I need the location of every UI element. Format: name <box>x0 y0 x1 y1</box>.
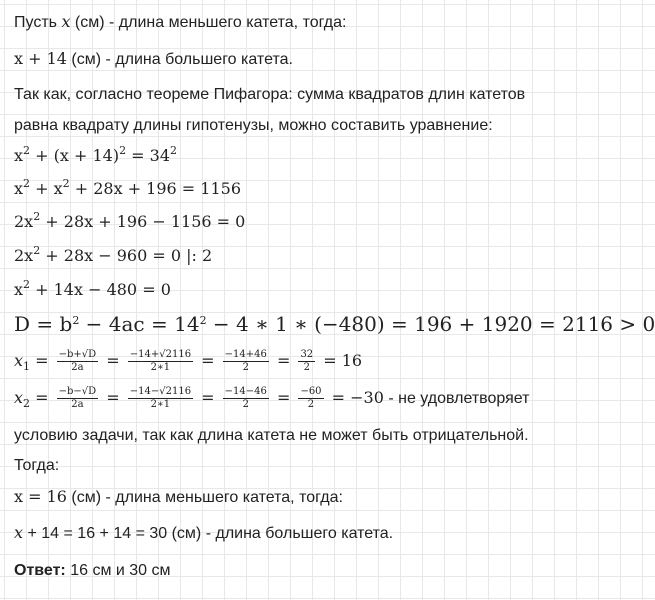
exponent: 2 <box>33 210 41 223</box>
result: = 16 <box>318 351 363 370</box>
exponent: 2 <box>119 144 127 157</box>
text: + 14 = 16 + 14 = 30 (см) - длина большего катета. <box>23 525 394 542</box>
answer-label: Ответ: <box>14 562 66 579</box>
exponent: 2 <box>23 177 31 190</box>
answer-text: 16 см и 30 см <box>65 562 171 579</box>
text: (см) - длина большего катета. <box>66 51 293 68</box>
math-expr: x = 16 <box>14 487 67 506</box>
numerator: −14−46 <box>224 386 267 397</box>
subscript: 1 <box>23 360 31 373</box>
subscript: 2 <box>23 397 31 410</box>
larger-leg-line <box>14 49 599 70</box>
fraction <box>128 349 193 374</box>
numerator: 32 <box>300 349 314 360</box>
term: D = b <box>14 312 73 336</box>
term: + 28x − 960 = 0 |: 2 <box>40 246 213 265</box>
var-x: x <box>14 351 24 370</box>
equation-5 <box>14 280 599 300</box>
text: (см) - длина меньшего катета, тогда: <box>66 489 343 506</box>
numerator: −14+√2116 <box>129 349 192 360</box>
term: 2x <box>14 212 34 231</box>
denominator: 2 <box>303 362 310 373</box>
numerator: −b−√D <box>58 386 97 397</box>
numerator: −14+46 <box>224 349 267 360</box>
equation-1 <box>14 146 599 166</box>
fraction <box>57 386 99 411</box>
term: + 28x + 196 − 1156 = 0 <box>40 212 246 231</box>
term: = 34 <box>126 146 170 165</box>
then-line: Тогда: <box>14 457 60 474</box>
var-x: x <box>61 12 71 31</box>
smaller-leg-result-line <box>14 487 599 508</box>
fraction <box>298 386 323 411</box>
equation-4 <box>14 246 599 266</box>
exponent: 2 <box>199 314 207 327</box>
intro-line <box>14 12 599 33</box>
term: + x <box>30 179 63 198</box>
denominator: 2 <box>242 362 249 373</box>
result: = −30 <box>326 388 384 407</box>
exponent: 2 <box>170 144 177 157</box>
exponent: 2 <box>62 177 70 190</box>
larger-leg-result-line <box>14 523 599 544</box>
term: − 4ac = 14 <box>79 312 200 336</box>
pythagoras-line-2: равна квадрату длины гипотенузы, можно составить уравнение: <box>14 117 493 134</box>
exponent: 2 <box>23 144 31 157</box>
denominator: 2 <box>307 399 315 410</box>
var-x: x <box>14 523 24 542</box>
fraction <box>57 349 99 374</box>
root-x2-line: $x_2$ = $\frac{-b-√D}{2a}$ = $\frac{-14-√2116}{2∗1}$ = $\frac{-14-46}{2}$ = $\frac{-60}{2}$ = −30 - не удовлетворяет <box>14 386 530 410</box>
denominator: 2∗1 <box>150 362 171 373</box>
denominator: 2a <box>71 362 84 373</box>
numerator: −60 <box>300 386 322 397</box>
exponent: 2 <box>72 314 80 327</box>
denominator: 2a <box>71 399 84 410</box>
denominator: 2 <box>242 399 249 410</box>
text: Пусть <box>14 14 62 31</box>
term: x <box>14 280 24 299</box>
numerator: −14−√2116 <box>129 386 192 397</box>
term: x <box>14 146 24 165</box>
math-expr: x + 14 <box>14 49 67 68</box>
fraction <box>223 349 269 374</box>
term: + 14x − 480 = 0 <box>30 280 171 299</box>
numerator: −b+√D <box>58 349 97 360</box>
fraction <box>298 349 315 374</box>
term: + 28x + 196 = 1156 <box>69 179 242 198</box>
var-x: x <box>14 388 24 407</box>
term: + (x + 14) <box>30 146 120 165</box>
text: (см) - длина меньшего катета, тогда: <box>70 14 347 31</box>
text: - не удовлетворяет <box>383 390 530 407</box>
discriminant-line <box>14 312 655 336</box>
fraction <box>223 386 269 411</box>
condition-line: условию задачи, так как длина катета не может быть отрицательной. <box>14 427 529 444</box>
root-x1-line: $x_1$ = $\frac{-b+√D}{2a}$ = $\frac{-14+√2116}{2∗1}$ = $\frac{-14+46}{2}$ = $\frac{32}{2}$ = 16 <box>14 349 363 373</box>
denominator: 2∗1 <box>150 399 171 410</box>
equation-3 <box>14 212 599 232</box>
answer-line <box>14 561 599 581</box>
exponent: 2 <box>33 244 41 257</box>
term: − 4 ∗ 1 ∗ (−480) = 196 + 1920 = 2116 > 0 <box>206 312 655 336</box>
pythagoras-line-1: Так как, согласно теореме Пифагора: сумма квадратов длин катетов <box>14 86 526 103</box>
term: 2x <box>14 246 34 265</box>
term: x <box>14 179 24 198</box>
fraction <box>128 386 193 411</box>
exponent: 2 <box>23 278 31 291</box>
equation-2 <box>14 179 599 199</box>
